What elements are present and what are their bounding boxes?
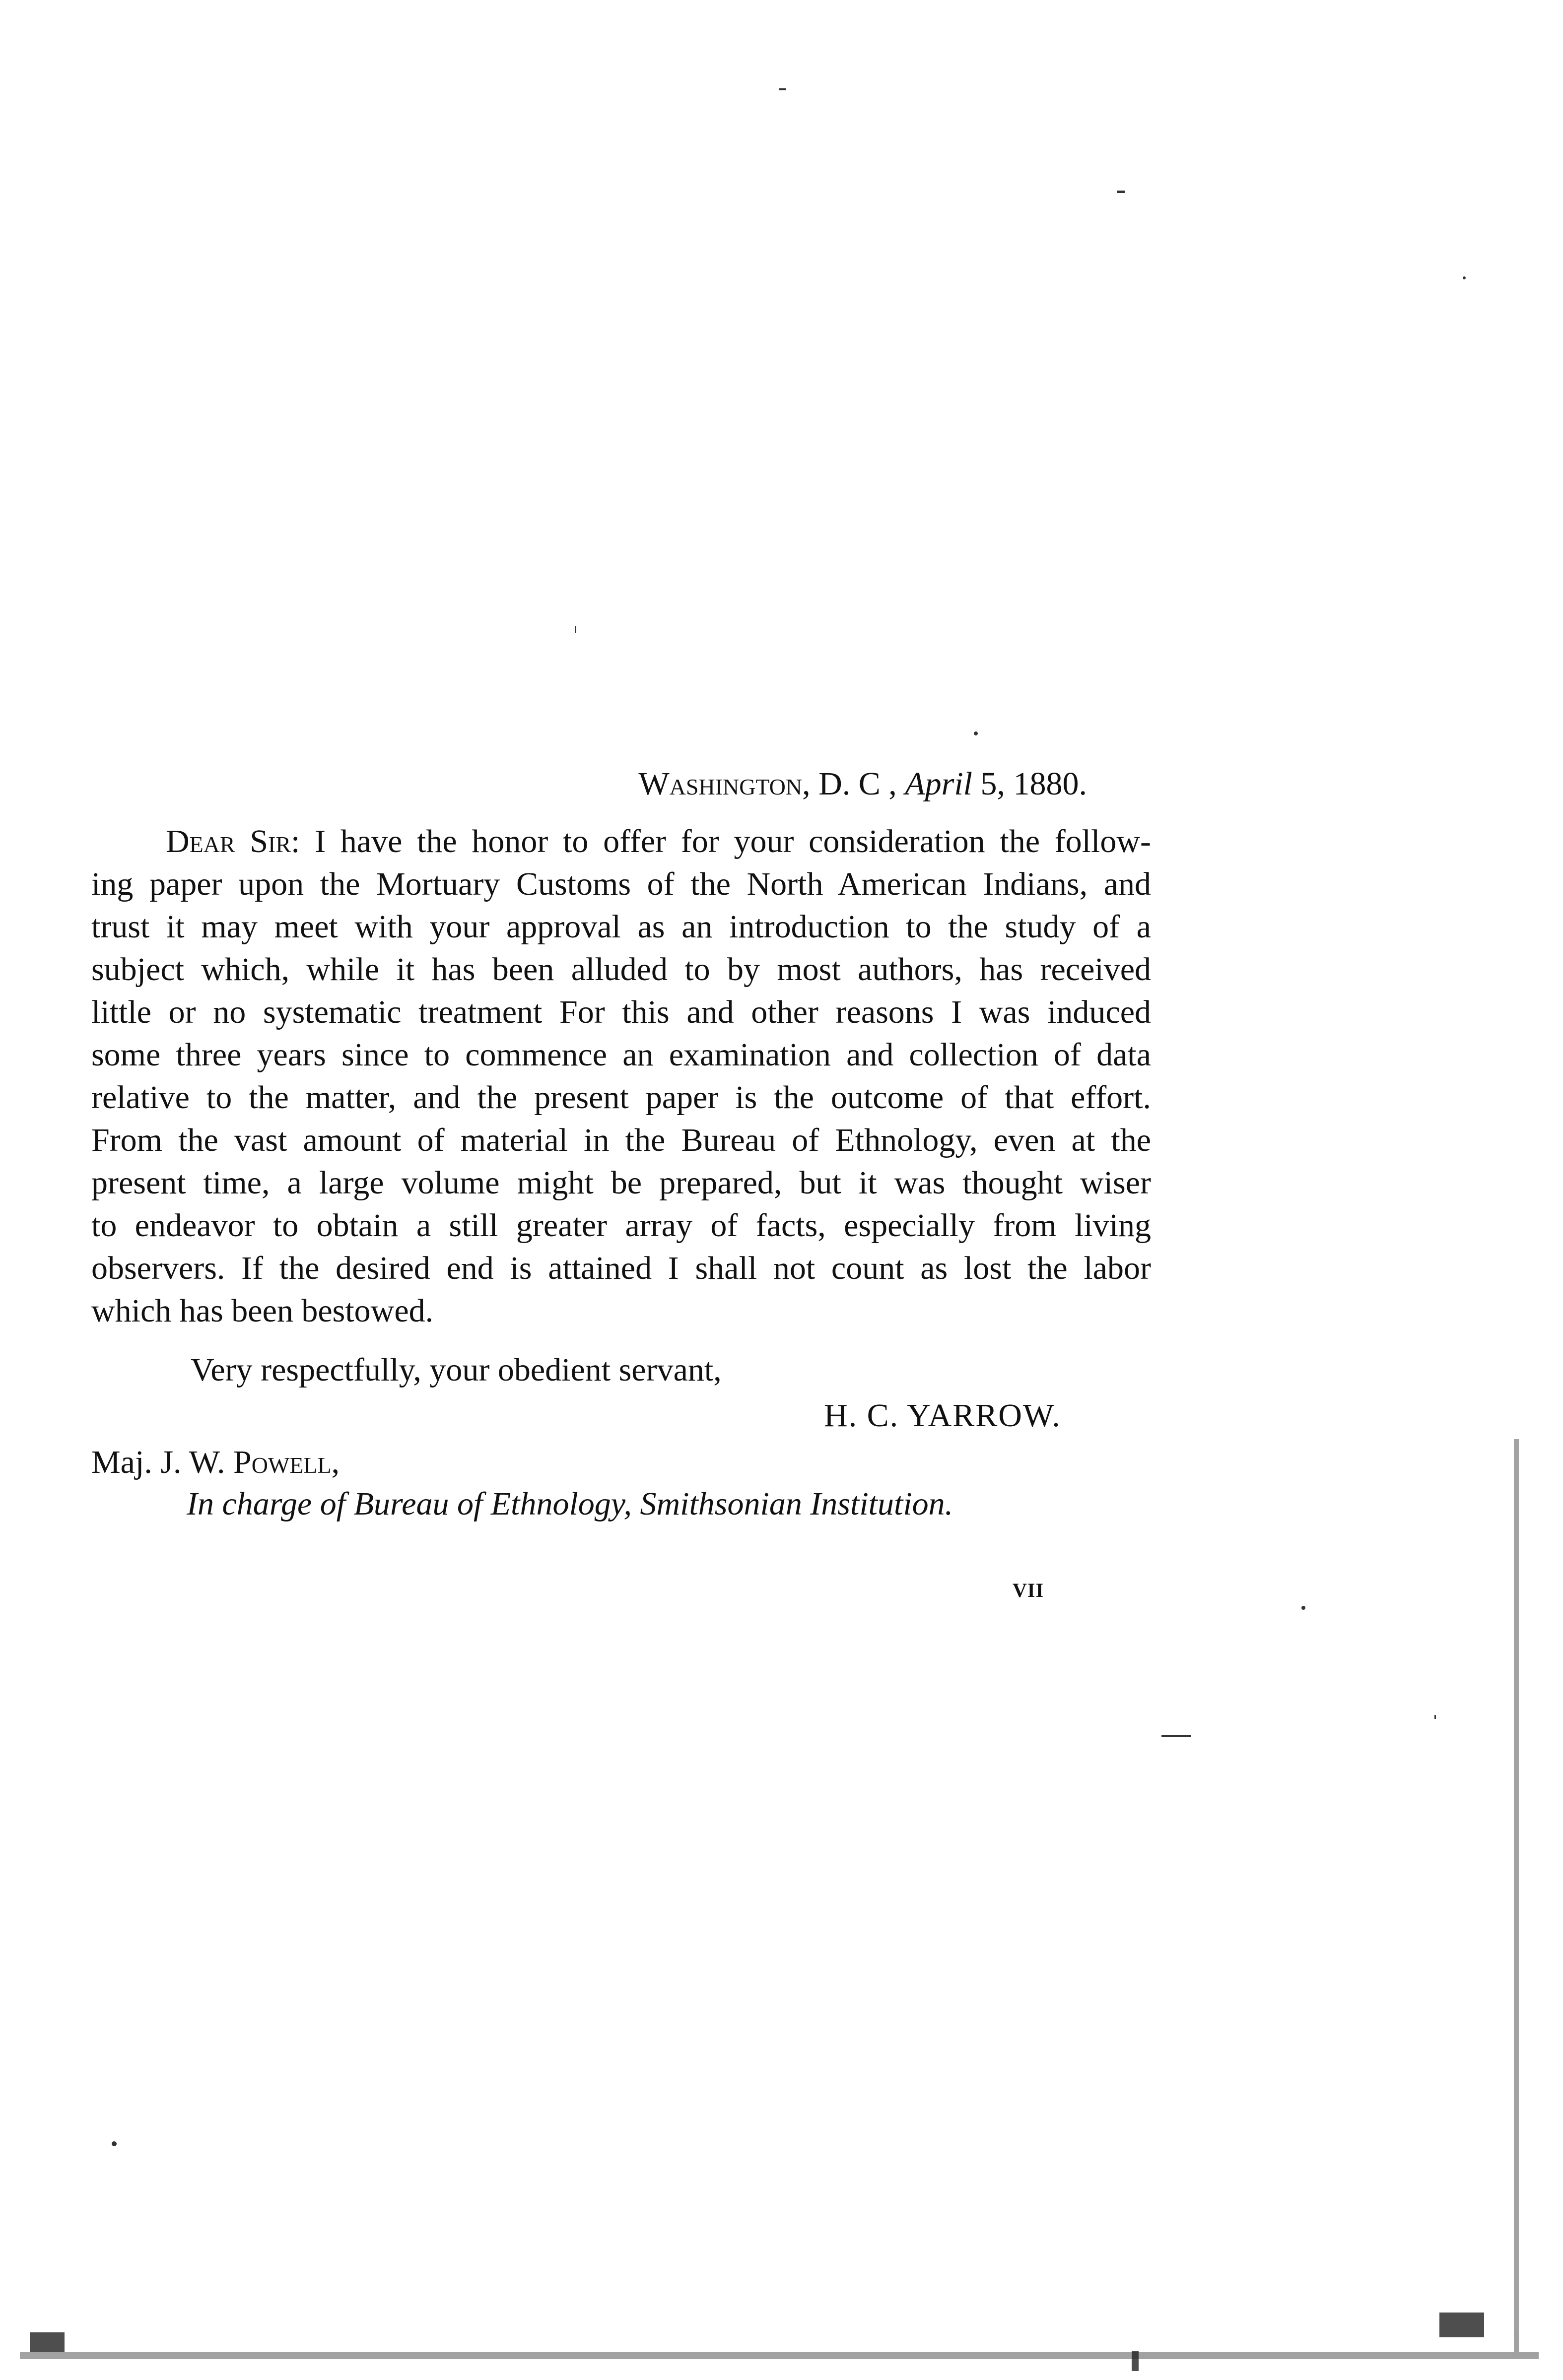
addressee-name: Powell, (233, 1444, 340, 1480)
letter-addressee (91, 1441, 340, 1484)
salutation: Dear Sir: (166, 823, 300, 859)
letter-closing: Very respectfully, your obedient servant, (191, 1352, 722, 1388)
dateline-state: , D. C , (802, 766, 905, 802)
body-line: From the vast amount of material in the Bureau of Ethnology, even at the (91, 1122, 1151, 1158)
dateline-place: Washington (638, 766, 803, 802)
dateline-month: April (905, 766, 972, 802)
body-line: present time, a large volume might be prepared, but it was thought wiser (91, 1165, 1151, 1201)
body-line: little or no systematic treatment For this and other reasons I was induced (91, 994, 1151, 1030)
body-line: ing paper upon the Mortuary Customs of the North American Indians, and (91, 866, 1151, 902)
body-line: subject which, while it has been alluded to by most authors, has received (91, 951, 1151, 988)
body-line: some three years since to commence an examination and collection of data (91, 1037, 1151, 1073)
body-line: which has been bestowed. (91, 1293, 434, 1329)
addressee-prefix: Maj. J. W. (91, 1444, 234, 1480)
letter-dateline (611, 764, 1087, 804)
page-number: VII (1013, 1579, 1044, 1601)
body-line: observers. If the desired end is attained I shall not count as lost the labor (91, 1250, 1151, 1286)
body-line: to endeavor to obtain a still greater array of facts, especially from living (91, 1207, 1151, 1244)
body-line: trust it may meet with your approval as an introduction to the study of a (91, 909, 1151, 945)
letter-body (91, 820, 1151, 1332)
letter-signature: H. C. YARROW. (824, 1397, 1061, 1434)
body-line: relative to the matter, and the present paper is the outcome of that effort. (91, 1079, 1151, 1116)
dateline-day-year: 5, 1880. (972, 766, 1087, 802)
body-line: Dear Sir: I have the honor to offer for your consideration the follow- (166, 823, 1151, 859)
addressee-title: In charge of Bureau of Ethnology, Smithsonian Institution. (187, 1486, 953, 1522)
